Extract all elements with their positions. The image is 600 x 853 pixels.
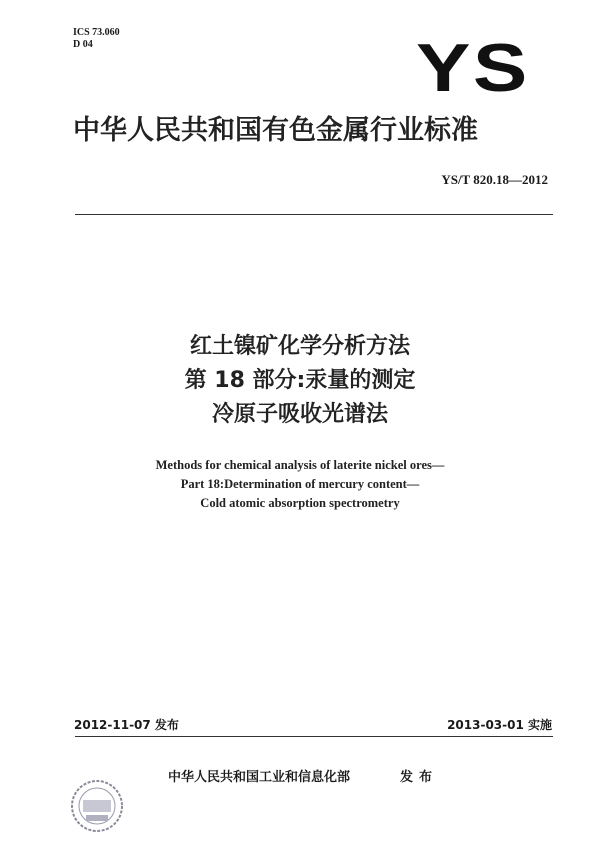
issuing-authority: 中华人民共和国工业和信息化部 (168, 770, 351, 785)
effective-date: 2013-03-01 实施 (447, 718, 552, 732)
release-date: 2012-11-07 发布 (74, 718, 179, 732)
footer-divider (75, 736, 553, 737)
header-divider (75, 214, 553, 215)
standard-number: YS/T 820.18—2012 (441, 172, 548, 187)
org-title: 中华人民共和国有色金属行业标准 (73, 115, 478, 146)
title-en-line-3: Cold atomic absorption spectrometry (200, 496, 400, 510)
classification-codes (73, 27, 120, 51)
title-en-line-1: Methods for chemical analysis of laterite nickel ores— (155, 458, 445, 472)
ics-code: ICS 73.060 (73, 27, 120, 38)
publisher-seal-icon (70, 779, 124, 833)
title-cn-line-1: 红土镍矿化学分析方法 (189, 334, 410, 359)
title-en-line-2: Part 18:Determination of mercury content— (180, 477, 420, 491)
title-cn-line-2: 第 18 部分:汞量的测定 (184, 368, 416, 393)
ys-logo: YS (416, 30, 530, 106)
ccs-code: D 04 (73, 39, 93, 50)
title-cn-line-3: 冷原子吸收光谱法 (211, 402, 388, 427)
issue-label: 发布 (400, 770, 439, 785)
